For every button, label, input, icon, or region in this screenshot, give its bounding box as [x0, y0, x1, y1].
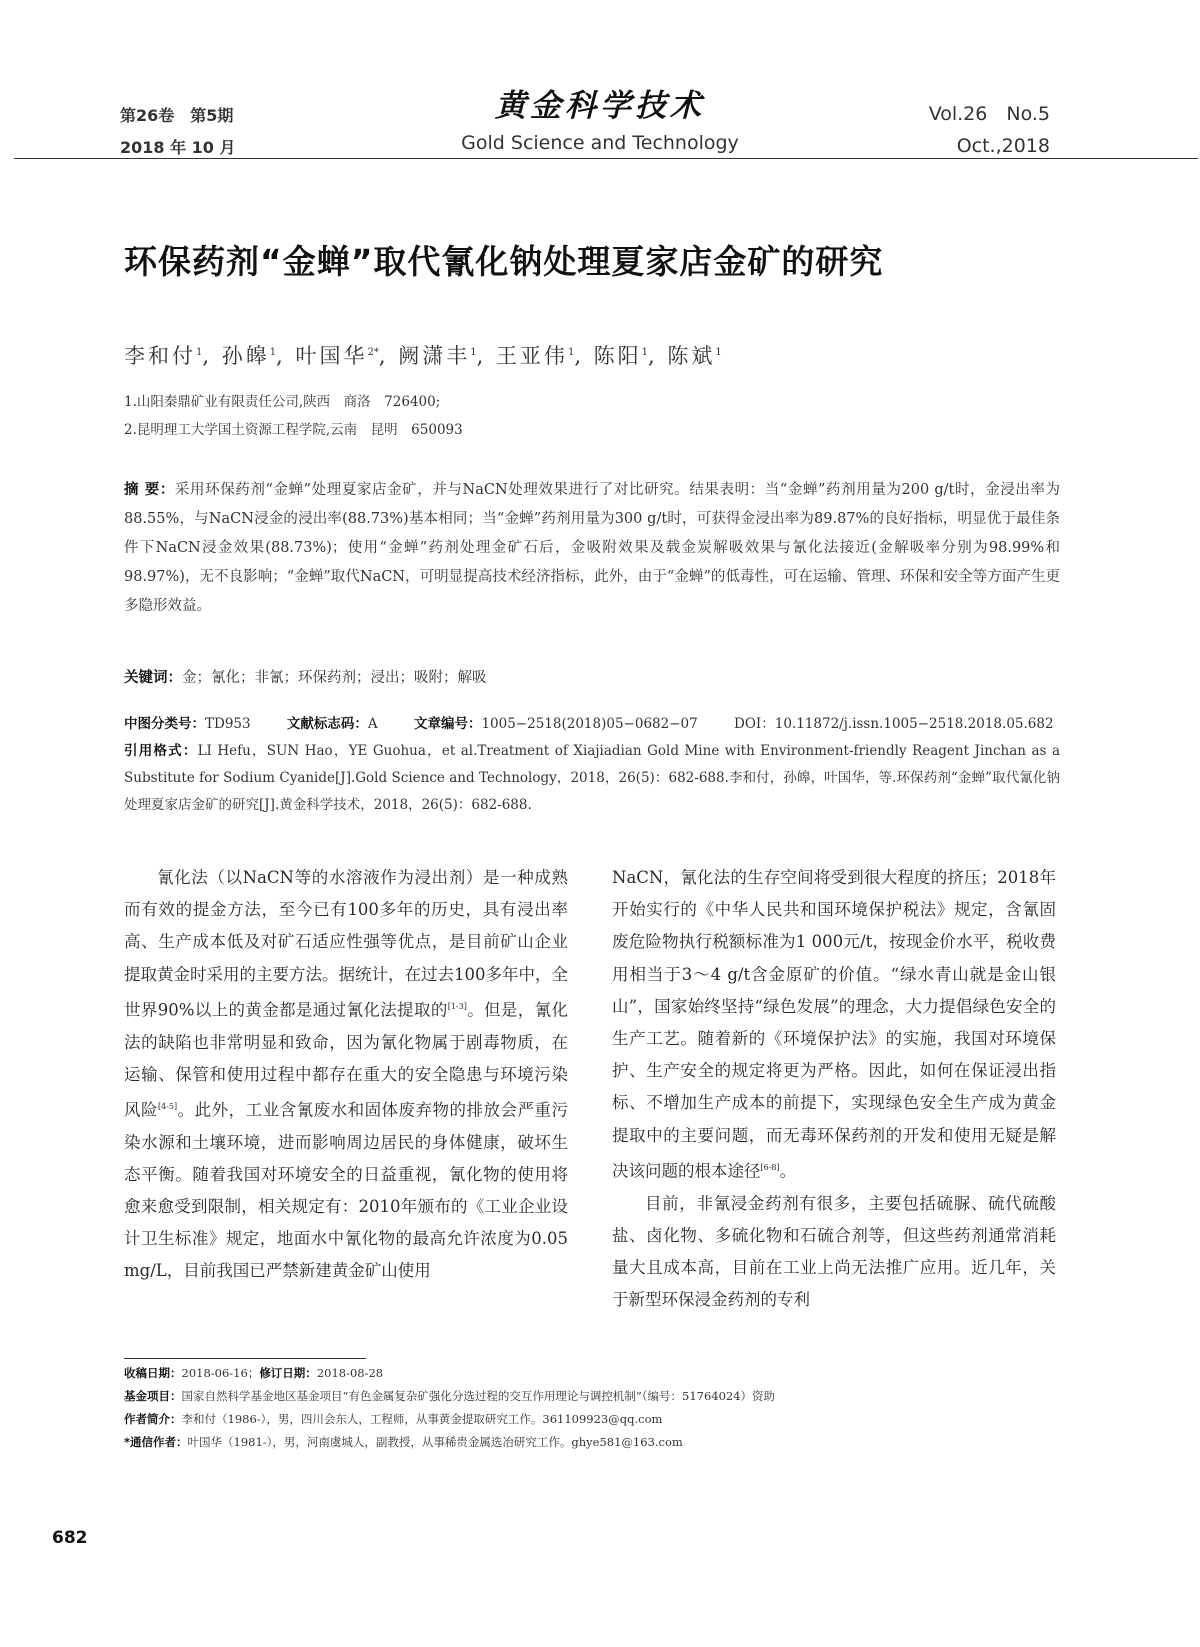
author-mark: 1 [269, 347, 277, 358]
body-text: 氰化法（以NaCN等的水溶液作为浸出剂）是一种成熟而有效的提金方法，至今已有100多年的历史，具有浸出率高、生产成本低及对矿石适应性强等优点，是目前矿山企业提取黄金时采用的主要方法。据统计，在过去100多年中，全世界90%以上的黄金都是通过氰化法提取的 [124, 868, 568, 1020]
body-text: NaCN，氰化法的生存空间将受到很大程度的挤压；2018年开始实行的《中华人民共和国环境保护税法》规定，含氰固废危险物执行税额标准为1 000元/t，按现金价水平，税收费用相当于3～4 g/t含金原矿的价值。“绿水青山就是金山银山”，国家始终坚持“绿色发展”的理念，大力提倡绿色安全的生产工艺。随着新的《环境保护法》的实施，我国对环境保护、生产安全的规定将更为严格。因此，如何在保证浸出指标、不增加生产成本的前提下，实现绿色安全生产成为黄金提取中的主要问题，而无毒环保药剂的开发和使用无疑是解决该问题的根本途径 [612, 868, 1056, 1181]
doi-value: 10.11872/j.issn.1005−2518.2018.05.682 [774, 716, 1054, 732]
article-title: 环保药剂“金蝉”取代氰化钠处理夏家店金矿的研究 [124, 242, 884, 281]
keywords [124, 666, 487, 687]
reference-mark: [1-3] [447, 1001, 467, 1011]
article-no-label: 文章编号： [413, 716, 482, 732]
footnote-dates [124, 1362, 775, 1385]
doc-code-label: 文献标志码： [286, 716, 368, 732]
affiliation-1: 1.山阳秦鼎矿业有限责任公司,陕西 商洛 726400; [124, 394, 441, 410]
body-text: 。此外，工业含氰废水和固体废弃物的排放会严重污染水源和土壤环境，进而影响周边居民的身体健康，破坏生态平衡。随着我国对环境安全的日益重视，氰化物的使用将愈来愈受到限制，相关规定有：2010年颁布的《工业企业设计卫生标准》规定，地面水中氰化物的最高允许浓度为0.05 mg/L，目前我国已严禁新建黄金矿山使用 [124, 1100, 569, 1281]
received-date: 2018-06-16； [181, 1366, 260, 1380]
author-name: 阙潇丰 [398, 344, 471, 368]
author-name: 陈阳 [593, 344, 642, 368]
date-en: Oct.,2018 [956, 135, 1050, 157]
journal-name-en: Gold Science and Technology [461, 132, 739, 154]
author-mark: 1 [715, 347, 722, 358]
doi-label: DOI： [734, 716, 775, 732]
body-paragraph [124, 862, 568, 1288]
body-column-left [124, 862, 568, 1288]
footnote-fund [124, 1385, 775, 1408]
author-mark: 1 [567, 347, 575, 358]
header-rule [14, 158, 1198, 159]
affiliations [124, 388, 463, 444]
doc-code-value: A [367, 716, 378, 732]
affiliation-2: 2.昆明理工大学国土资源工程学院,云南 昆明 650093 [124, 422, 463, 438]
revised-date: 2018-08-28 [316, 1366, 384, 1380]
citation [124, 738, 1060, 819]
body-text: 。但是，氰化法的缺陷也非常明显和致命，因为氰化物属于剧毒物质，在运输、保管和使用过程中都存在重大的安全隐患与环境污染风险 [124, 1000, 569, 1120]
body-paragraph [612, 862, 1056, 1188]
abstract-text: 采用环保药剂“金蝉”处理夏家店金矿，并与NaCN处理效果进行了对比研究。结果表明：当“金蝉”药剂用量为200 g/t时，金浸出率为88.55%，与NaCN浸金的浸出率(88.73%)基本相同；当“金蝉”药剂用量为300 g/t时，可获得金浸出率为89.87%的良好指标，明显优于最佳条件下NaCN浸金效果(88.73%)；使用“金蝉”药剂处理金矿石后，金吸附效果及载金炭解吸效果与氰化法接近(金解吸率分别为98.99%和98.97%)，无不良影响；“金蝉”取代NaCN，可明显提高技术经济指标，此外，由于“金蝉”的低毒性，可在运输、管理、环保和安全等方面产生更多隐形效益。 [124, 482, 1060, 614]
received-label: 收稿日期： [124, 1366, 182, 1380]
volume-en: Vol.26 No.5 [928, 103, 1050, 125]
abstract-label: 摘 要： [124, 482, 175, 498]
clc-value: TD953 [205, 716, 251, 732]
author-name: 王亚伟 [495, 344, 568, 368]
revised-label: 修订日期： [259, 1366, 317, 1380]
footnote-rule [124, 1358, 366, 1359]
author-name: 孙皞 [221, 344, 270, 368]
reference-mark: [6-8] [760, 1162, 780, 1172]
body-text: 。 [779, 1161, 797, 1181]
corresponding-label: *通信作者： [124, 1435, 188, 1449]
keywords-text: 金；氰化；非氰；环保药剂；浸出；吸附；解吸 [182, 670, 487, 686]
citation-text: LI Hefu，SUN Hao，YE Guohua，et al.Treatment of Xiajiadian Gold Mine with Environment-friendly Reagent Jinchan as a Substitute for Sodium Cyanide[J].Gold Science and Technology，2018，26(5)：682-688.李和付，孙皞，叶国华，等.环保药剂“金蝉”取代氰化钠处理夏家店金矿的研究[J].黄金科学技术，2018，26(5)：682-688. [124, 743, 1061, 813]
date-cn: 2018 年 10 月 [120, 138, 236, 157]
author-mark: 1 [470, 347, 477, 358]
journal-logo-cn: 黄金科学技术 [495, 88, 705, 124]
author-mark: 1 [641, 347, 649, 358]
body-column-right [612, 862, 1056, 1316]
author-name: 李和付 [124, 344, 196, 368]
clc-label: 中图分类号： [124, 716, 205, 732]
author-bio-label: 作者简介： [124, 1412, 182, 1426]
fund-label: 基金项目： [124, 1389, 182, 1403]
citation-label: 引用格式： [124, 743, 198, 759]
footnote-corresponding [124, 1431, 775, 1454]
reference-mark: [4-5] [158, 1101, 178, 1111]
corresponding-text: 叶国华（1981-），男，河南虞城人，副教授，从事稀贵金属选冶研究工作。ghye581@163.com [187, 1435, 683, 1449]
footnote-author [124, 1408, 775, 1431]
body-text: 目前，非氰浸金药剂有很多，主要包括硫脲、硫代硫酸盐、卤化物、多硫化物和石硫合剂等，但这些药剂通常消耗量大且成本高，目前在工业上尚无法推广应用。近几年，关于新型环保浸金药剂的专利 [612, 1193, 1056, 1310]
author-bio-text: 李和付（1986-），男，四川会东人，工程师，从事黄金提取研究工作。361109923@qq.com [181, 1412, 663, 1426]
author-name: 叶国华 [295, 344, 368, 368]
volume-issue: 第26卷 第5期 [120, 106, 234, 125]
author-name: 陈斌 [667, 344, 716, 368]
body-paragraph [612, 1188, 1056, 1317]
footnotes [124, 1362, 775, 1454]
article-no-value: 1005−2518(2018)05−0682−07 [481, 716, 698, 732]
keywords-label: 关键词： [124, 670, 182, 686]
abstract [124, 476, 1060, 621]
fund-text: 国家自然科学基金地区基金项目“有色金属复杂矿强化分选过程的交互作用理论与调控机制”（编号：51764024）资助 [181, 1389, 776, 1403]
author-mark: 2* [367, 347, 379, 358]
classification-line [124, 710, 1060, 738]
page-number: 682 [52, 1528, 88, 1548]
author-mark: 1 [196, 347, 203, 358]
header-right [929, 98, 1050, 162]
author-list: 李和付$^1$, 孙皞$^1$, 叶国华$^{2*}$, 阙潇丰$^1$, 王亚伟$^1$, 陈阳$^1$, 陈斌$^1$ [124, 344, 722, 368]
